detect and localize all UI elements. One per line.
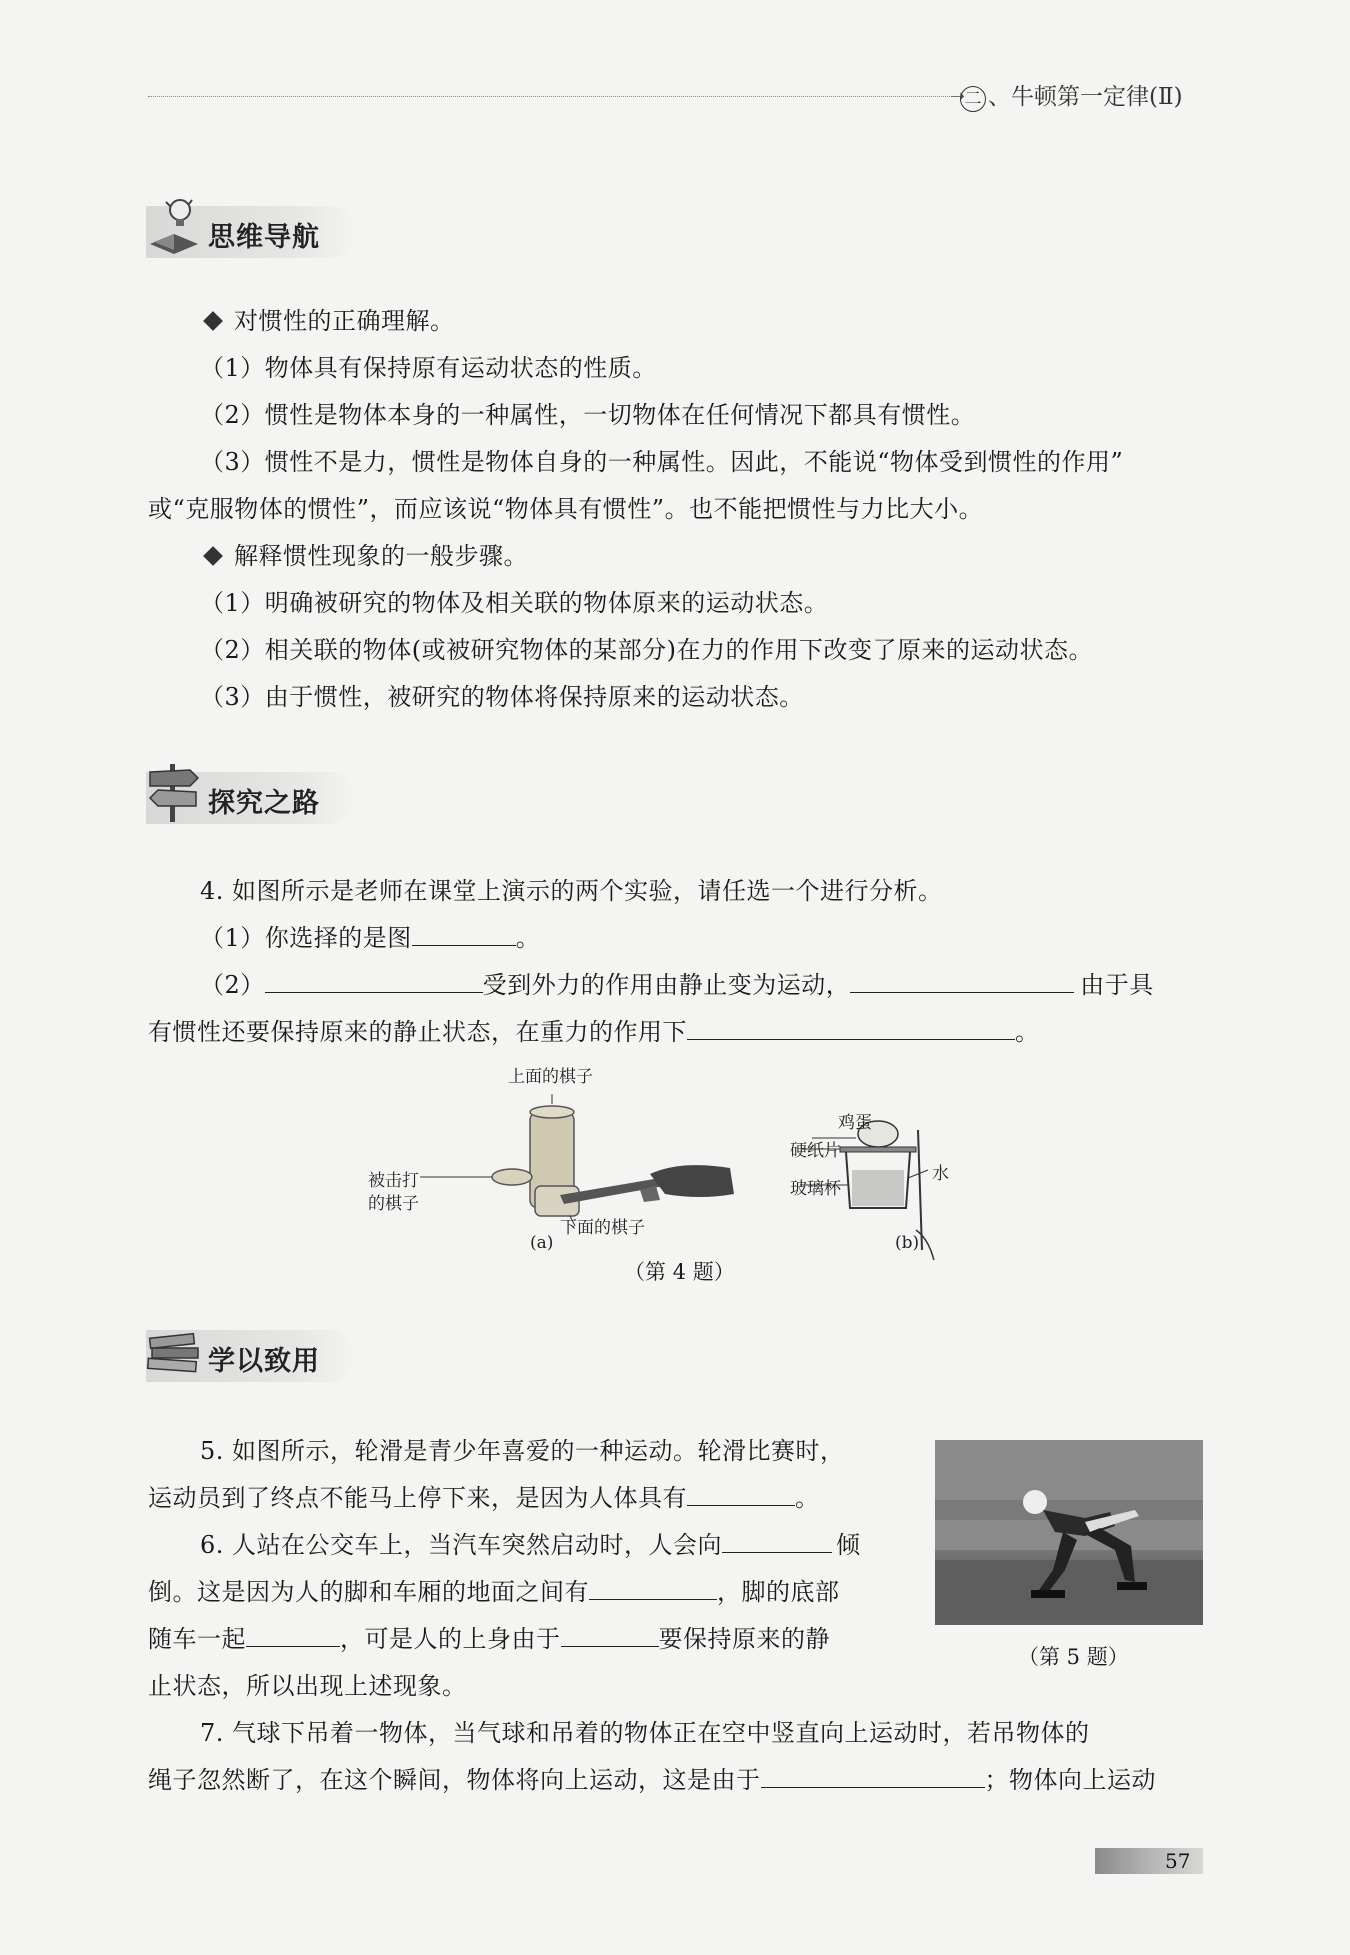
signpost-icon <box>146 760 202 824</box>
stacked-books-icon <box>146 1318 202 1382</box>
text: 倒。这是因为人的脚和车厢的地面之间有 <box>148 1578 589 1606</box>
text: 。 <box>795 1484 820 1512</box>
figure-label: 的棋子 <box>368 1194 419 1214</box>
chapter-title: 、牛顿第一定律(Ⅱ) <box>988 84 1183 110</box>
text: （1）你选择的是图 <box>200 924 412 952</box>
question-5-line: 5. 如图所示，轮滑是青少年喜爱的一种运动。轮滑比赛时， <box>200 1437 845 1465</box>
page-number: 57 <box>1165 1849 1191 1873</box>
text: 受到外力的作用由静止变为运动， <box>482 971 851 999</box>
figure-label: 水 <box>932 1164 949 1184</box>
figure-label: 下面的棋子 <box>560 1218 645 1238</box>
answer-blank[interactable] <box>687 1483 795 1506</box>
question-7-line: 7. 气球下吊着一物体，当气球和吊着的物体正在空中竖直向上运动时，若吊物体的 <box>200 1719 1090 1747</box>
question-6-line <box>148 1624 830 1654</box>
header-arrow-icon: ➝ <box>950 86 966 107</box>
lightbulb-book-icon <box>146 194 202 258</box>
header-rule <box>148 96 958 97</box>
text: 6. 人站在公交车上，当汽车突然启动时，人会向 <box>200 1531 723 1559</box>
text: 倾 <box>836 1531 861 1559</box>
answer-blank[interactable] <box>246 1624 340 1647</box>
answer-blank[interactable] <box>265 970 483 993</box>
text: 解释惯性现象的一般步骤。 <box>234 542 528 570</box>
question-7-line <box>148 1765 1156 1795</box>
answer-blank[interactable] <box>561 1624 659 1647</box>
text: ，脚的底部 <box>717 1578 840 1606</box>
text-line: （3）惯性不是力，惯性是物体自身的一种属性。因此，不能说“物体受到惯性的作用” <box>200 448 1124 476</box>
answer-blank[interactable] <box>850 970 1074 993</box>
figure-label: 鸡蛋 <box>838 1113 872 1133</box>
section-heading-tanjiu <box>146 772 356 824</box>
figure-label: 被击打 <box>368 1171 419 1191</box>
text: 有惯性还要保持原来的静止状态，在重力的作用下 <box>148 1018 687 1046</box>
text: 绳子忽然断了，在这个瞬间，物体将向上运动，这是由于 <box>148 1766 761 1794</box>
text-line: （2）惯性是物体本身的一种属性，一切物体在任何情况下都具有惯性。 <box>200 401 976 429</box>
answer-blank[interactable] <box>761 1765 985 1788</box>
section-title: 探究之路 <box>208 788 320 819</box>
bullet-line <box>200 306 455 336</box>
question-6-line: 止状态，所以出现上述现象。 <box>148 1672 467 1700</box>
text: 由于具 <box>1080 971 1154 999</box>
answer-blank[interactable] <box>687 1017 1015 1040</box>
diamond-bullet-icon <box>203 546 223 566</box>
text-line: （1）明确被研究的物体及相关联的物体原来的运动状态。 <box>200 589 829 617</box>
text: ；物体向上运动 <box>984 1766 1156 1794</box>
text-line: （1）物体具有保持原有运动状态的性质。 <box>200 354 657 382</box>
text-line: （2）相关联的物体(或被研究物体的某部分)在力的作用下改变了原来的运动状态。 <box>200 636 1093 664</box>
text: 随车一起 <box>148 1625 246 1653</box>
hand <box>650 1165 734 1197</box>
figure-label: 上面的棋子 <box>508 1067 593 1087</box>
chapter-number: 二 <box>960 86 986 112</box>
bullet-line <box>200 541 528 571</box>
question-4-part-3 <box>148 1017 1040 1047</box>
figure-caption: （第 5 题） <box>1018 1645 1129 1669</box>
section-title: 学以致用 <box>208 1346 320 1377</box>
question-4-part-2 <box>200 970 1154 1000</box>
figure-label: 玻璃杯 <box>790 1179 841 1199</box>
figure-tag: (a) <box>530 1233 554 1253</box>
section-heading-siwei <box>146 206 356 258</box>
question-5-line <box>148 1483 820 1513</box>
chapter-header <box>960 78 1183 112</box>
text: 。 <box>1015 1018 1040 1046</box>
figure-label: 硬纸片 <box>790 1141 841 1161</box>
figure-caption: （第 4 题） <box>624 1260 735 1284</box>
figure-tag: (b) <box>895 1233 920 1253</box>
text: （2） <box>200 971 265 999</box>
section-heading-xueyi <box>146 1330 356 1382</box>
text-line: （3）由于惯性，被研究的物体将保持原来的运动状态。 <box>200 683 804 711</box>
answer-blank[interactable] <box>589 1577 717 1600</box>
diamond-bullet-icon <box>203 311 223 331</box>
card <box>840 1147 916 1152</box>
text: 。 <box>515 924 541 952</box>
roller-skating-photo <box>935 1440 1203 1625</box>
question-6-line <box>200 1530 861 1560</box>
answer-blank[interactable] <box>722 1530 832 1553</box>
section-title: 思维导航 <box>208 222 320 253</box>
text: ，可是人的上身由于 <box>340 1625 561 1653</box>
text: 要保持原来的静 <box>658 1625 830 1653</box>
question-6-line <box>148 1577 840 1607</box>
answer-blank[interactable] <box>412 923 516 946</box>
question-4-part-1 <box>200 923 540 953</box>
question-4-stem: 4. 如图所示是老师在课堂上演示的两个实验，请任选一个进行分析。 <box>200 877 943 905</box>
text-line: 或“克服物体的惯性”，而应该说“物体具有惯性”。也不能把惯性与力比大小。 <box>148 495 984 523</box>
text: 对惯性的正确理解。 <box>234 307 455 335</box>
text: 运动员到了终点不能马上停下来，是因为人体具有 <box>148 1484 687 1512</box>
hit-chess-piece <box>492 1169 532 1185</box>
